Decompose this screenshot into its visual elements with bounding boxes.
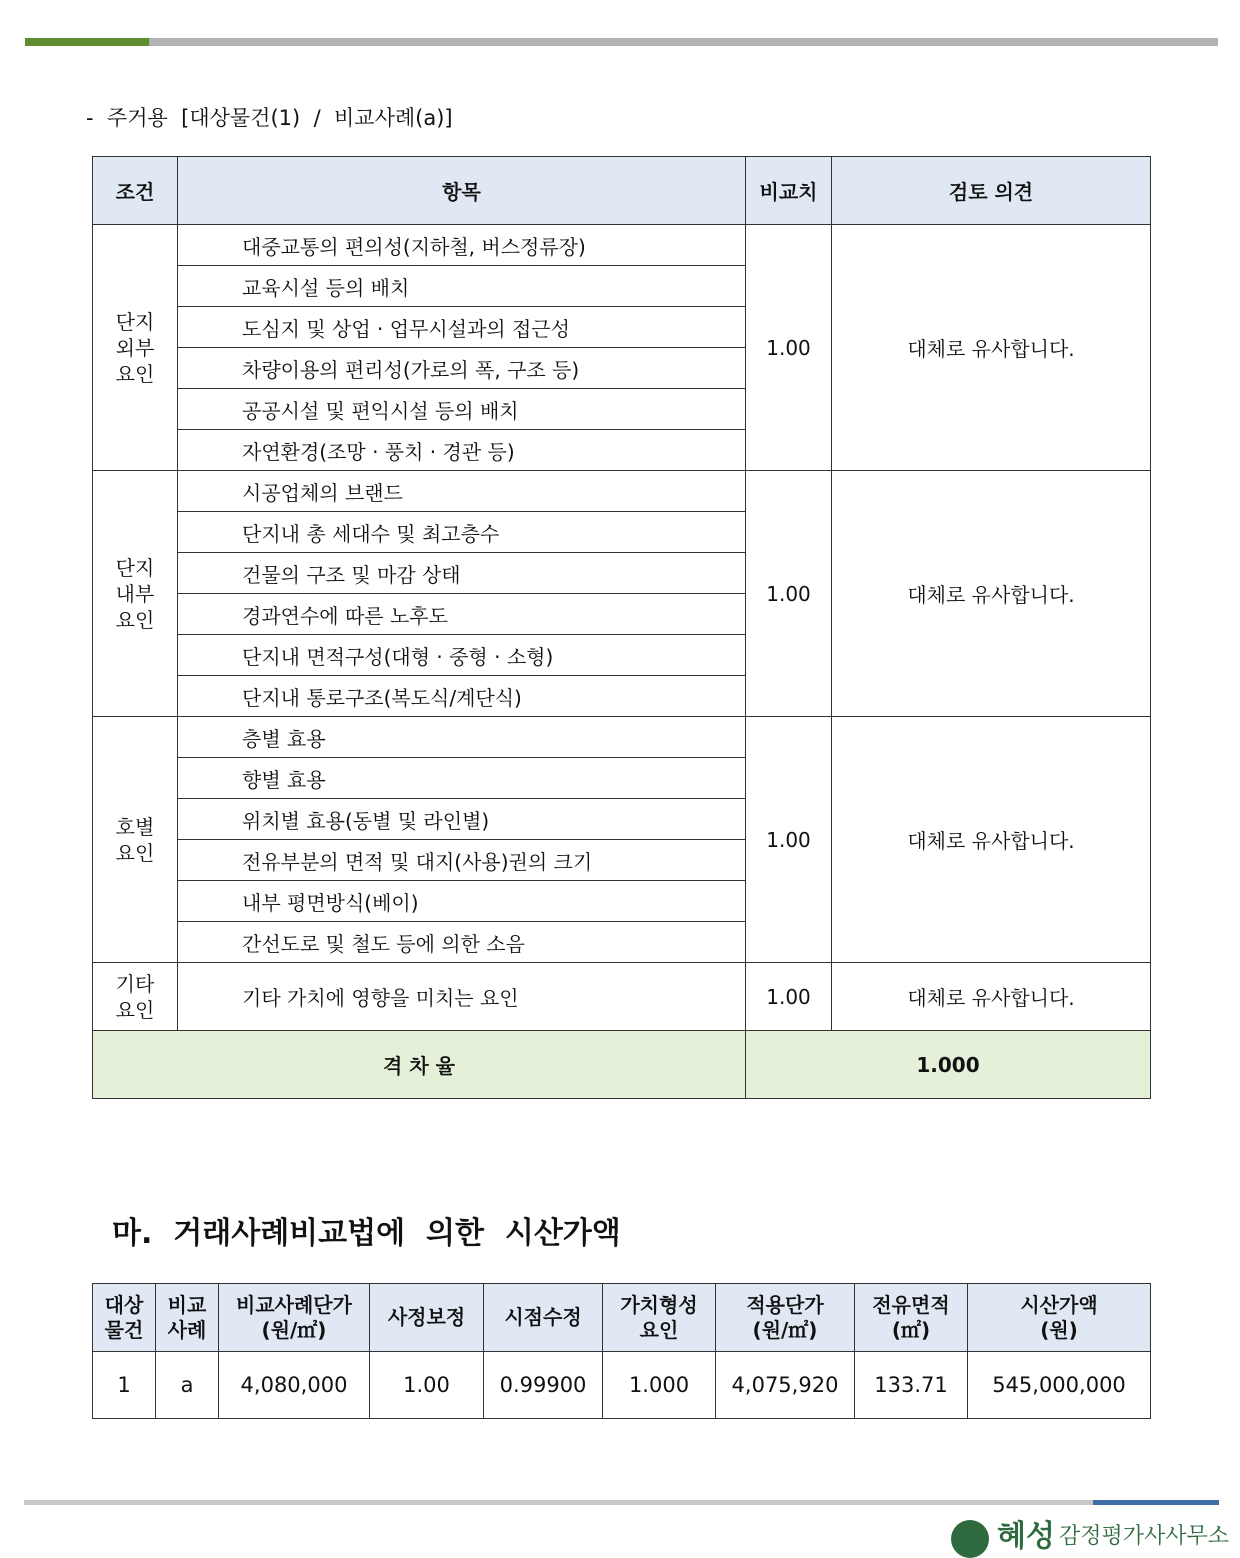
factor-table-header-row [93,157,1151,225]
bottom-divider-bar [24,1500,1219,1505]
factor-item: 자연환경(조망 · 풍치 · 경관 등) [178,430,746,471]
header-comparable [156,1284,219,1352]
header-line: 비교 [167,1292,207,1317]
factor-comparison-table [92,156,1151,1099]
header-exclusive-area [855,1284,968,1352]
condition-label-line: 기타 [115,971,155,996]
review-opinion: 대체로 유사합니다. [832,717,1151,963]
cell-time-adjustment: 0.99900 [484,1352,603,1419]
header-value-factor [603,1284,716,1352]
factor-item: 대중교통의 편의성(지하철, 버스정류장) [178,225,746,266]
total-value: 1.000 [746,1031,1151,1099]
header-line: 비교사례단가 [236,1292,352,1317]
factor-item: 도심지 및 상업 · 업무시설과의 접근성 [178,307,746,348]
condition-label-line: 단지 [115,555,155,580]
condition-cell [93,225,178,471]
header-line: 가치형성 [620,1292,698,1317]
header-opinion: 검토 의견 [832,157,1151,225]
header-line: 사례 [167,1317,207,1342]
header-line: 사정보정 [387,1305,466,1329]
logo-brand: 혜성 [997,1519,1055,1554]
factor-item: 층별 효용 [178,717,746,758]
factor-item: 건물의 구조 및 마감 상태 [178,553,746,594]
factor-item: 공공시설 및 편익시설 등의 배치 [178,389,746,430]
table-row [93,471,1151,512]
condition-label-line: 단지 [115,309,155,334]
factor-item: 단지내 통로구조(복도식/계단식) [178,676,746,717]
header-comparison: 비교치 [746,157,832,225]
header-circumstance-adjustment [370,1284,484,1352]
header-line: (원/㎡) [261,1317,327,1342]
cell-subject: 1 [93,1352,156,1419]
total-label: 격 차 율 [93,1031,746,1099]
cell-applied-unit-price: 4,075,920 [716,1352,855,1419]
factor-item: 전유부분의 면적 및 대지(사용)권의 크기 [178,840,746,881]
review-opinion: 대체로 유사합니다. [832,471,1151,717]
header-line: 적용단가 [746,1292,824,1317]
top-divider-bar [25,38,1218,46]
eye-logo-icon [951,1520,989,1558]
factor-item: 단지내 면적구성(대형 · 중형 · 소형) [178,635,746,676]
condition-label-line: 내부 [115,581,155,606]
comparison-value: 1.00 [746,225,832,471]
header-comparable-unit-price [219,1284,370,1352]
condition-label-line: 요인 [115,997,155,1022]
logo-org: 감정평가사사무소 [1058,1524,1229,1549]
cell-trial-price: 545,000,000 [968,1352,1151,1419]
factor-item: 위치별 효용(동별 및 라인별) [178,799,746,840]
factor-item: 간선도로 및 철도 등에 의한 소음 [178,922,746,963]
table-row [93,717,1151,758]
cell-exclusive-area: 133.71 [855,1352,968,1419]
header-line: 물건 [104,1317,144,1342]
condition-label-line: 요인 [115,361,155,386]
factor-item: 경과연수에 따른 노후도 [178,594,746,635]
table-row [93,963,1151,1031]
cell-circumstance-adjustment: 1.00 [370,1352,484,1419]
condition-cell [93,471,178,717]
factor-item: 시공업체의 브랜드 [178,471,746,512]
factor-item: 향별 효용 [178,758,746,799]
header-trial-price [968,1284,1151,1352]
header-subject [93,1284,156,1352]
header-line: 전유면적 [872,1292,950,1317]
header-condition: 조건 [93,157,178,225]
bottom-divider-accent [1093,1500,1219,1505]
header-line: 시산가액 [1020,1292,1098,1317]
factor-item: 단지내 총 세대수 및 최고층수 [178,512,746,553]
table-row [93,1352,1151,1419]
header-line: 요인 [639,1317,679,1342]
review-opinion: 대체로 유사합니다. [832,225,1151,471]
header-line: (원/㎡) [752,1317,818,1342]
section-title: 마. 거래사례비교법에 의한 시산가액 [112,1216,621,1251]
table-row [93,225,1151,266]
condition-cell [93,717,178,963]
header-line: (㎡) [891,1317,931,1342]
header-line: (원) [1040,1317,1078,1342]
comparison-value: 1.00 [746,963,832,1031]
condition-label-line: 외부 [115,335,155,360]
company-logo [951,1519,1229,1554]
cell-comparable-unit-price: 4,080,000 [219,1352,370,1419]
comparison-value: 1.00 [746,471,832,717]
price-table-header-row [93,1284,1151,1352]
cell-value-factor: 1.000 [603,1352,716,1419]
condition-label-line: 요인 [115,607,155,632]
factor-item: 교육시설 등의 배치 [178,266,746,307]
header-time-adjustment [484,1284,603,1352]
total-row [93,1031,1151,1099]
top-divider-accent [25,38,149,46]
header-line: 시점수정 [504,1305,582,1329]
factor-item: 차량이용의 편리성(가로의 폭, 구조 등) [178,348,746,389]
review-opinion: 대체로 유사합니다. [832,963,1151,1031]
condition-label-line: 호별 [115,814,155,839]
trial-price-table [92,1283,1151,1419]
comparison-value: 1.00 [746,717,832,963]
cell-comparable: a [156,1352,219,1419]
factor-item: 기타 가치에 영향을 미치는 요인 [178,963,746,1031]
condition-cell [93,963,178,1031]
condition-label-line: 요인 [115,840,155,865]
comparison-subtitle: - 주거용 [대상물건(1) / 비교사례(a)] [86,106,453,130]
header-applied-unit-price [716,1284,855,1352]
header-line: 대상 [104,1292,144,1317]
header-item: 항목 [178,157,746,225]
factor-item: 내부 평면방식(베이) [178,881,746,922]
